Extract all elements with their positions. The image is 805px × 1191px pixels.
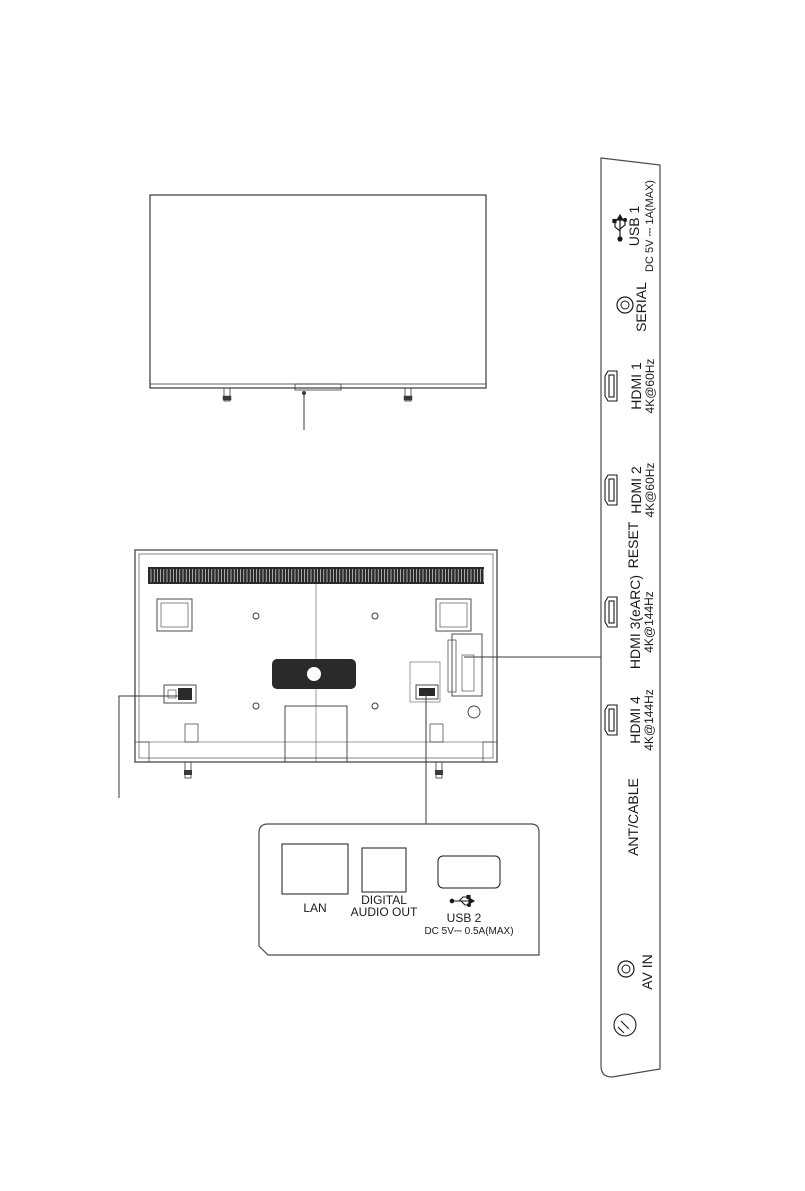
bottom-connection-panel — [259, 824, 539, 955]
usb-icon — [450, 896, 474, 907]
tv-front-foot-left — [223, 388, 231, 401]
hdmi-port-icon — [605, 597, 617, 627]
digital-audio-label-line2: AUDIO OUT — [350, 905, 418, 919]
usb2-label: USB 2 — [446, 911, 482, 925]
rear-bracket-left — [157, 599, 192, 631]
avin-group — [618, 954, 655, 990]
hdmi4-label: HDMI 4 — [627, 696, 643, 744]
vesa-hole — [253, 613, 259, 619]
hdmi-port-icon — [605, 475, 617, 505]
tv-front-screen — [150, 195, 486, 388]
hdmi-port-icon — [605, 371, 617, 401]
ant-cable-label: ANT/CABLE — [625, 778, 641, 856]
usb2-spec: DC 5V⎓ 0.5A(MAX) — [424, 926, 514, 937]
hdmi3-spec: 4K@144Hz — [642, 591, 656, 653]
hdmi1-label: HDMI 1 — [628, 362, 644, 410]
usb1-group — [613, 180, 656, 272]
tv-front-foot-right — [404, 388, 412, 401]
hdmi1-group — [605, 359, 657, 414]
tv-rear-view — [119, 550, 601, 824]
rear-bracket-right — [436, 599, 471, 631]
lan-port-icon — [282, 844, 348, 894]
lan-label: LAN — [303, 901, 327, 915]
usb1-label: USB 1 — [626, 205, 642, 247]
hdmi-port-icon — [605, 705, 617, 735]
serial-group — [617, 282, 649, 332]
antenna-connector-icon — [614, 1014, 636, 1036]
serial-label: SERIAL — [633, 282, 649, 332]
usb2-port-icon — [438, 856, 500, 888]
round-jack-icon — [617, 297, 633, 313]
hdmi1-spec: 4K@60Hz — [643, 358, 657, 414]
rear-side-port-bay — [452, 634, 482, 696]
tv-front-center-module — [295, 384, 341, 390]
optical-port-icon — [362, 848, 406, 892]
avin-label: AV IN — [639, 954, 655, 990]
hdmi3-group — [605, 575, 656, 669]
tv-front-view — [150, 195, 486, 430]
reset-label: RESET — [625, 521, 641, 569]
vesa-hole — [372, 703, 378, 709]
round-jack-icon — [618, 961, 634, 977]
hdmi2-group — [605, 463, 657, 518]
side-connection-panel — [601, 158, 660, 1077]
hdmi2-label: HDMI 2 — [628, 466, 644, 514]
vesa-hole — [372, 613, 378, 619]
vesa-hole — [253, 703, 259, 709]
usb1-spec: DC 5V ⎓ 1A(MAX) — [644, 180, 656, 272]
hdmi3-label: HDMI 3(eARC) — [627, 574, 643, 670]
hdmi4-group — [605, 689, 656, 751]
tv-front-bezel-bottom — [150, 384, 486, 388]
hdmi4-spec: 4K@144Hz — [642, 689, 656, 751]
usb-icon — [613, 215, 627, 241]
hdmi2-spec: 4K@60Hz — [643, 462, 657, 518]
tv-rear-vent — [148, 567, 484, 584]
digital-audio-label-line1: DIGITAL — [361, 893, 407, 907]
